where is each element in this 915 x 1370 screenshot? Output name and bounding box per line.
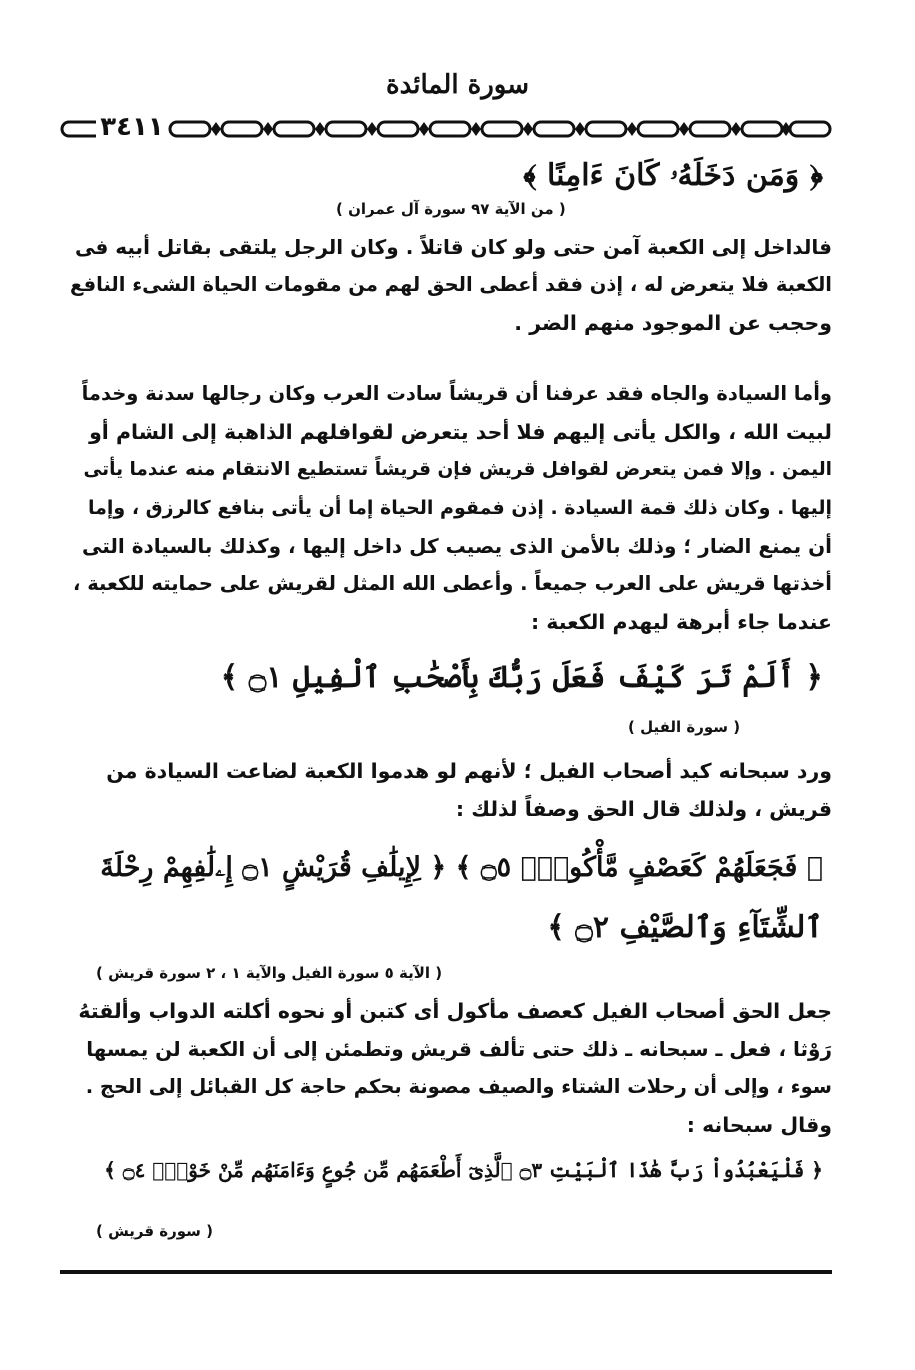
paragraph-3 [70,752,832,828]
text-line: وأما السيادة والجاه فقد عرفنا أن قريشاً سادت العرب وكان رجالها سدنة وخدماً [81,382,832,405]
text-line: سوء ، وإلى أن رحلات الشتاء والصيف مصونة بحكم حاجة كل القبائل إلى الحج . [85,1075,832,1098]
text-line: اليمن . وإلا فمن يتعرض لقوافل قريش فإن قريشاً تستطيع الانتقام منه عندما يأتى [83,459,832,480]
ornament-chain-icon [60,116,832,142]
text-line: لبيت الله ، والكل يأتى إليهم فلا أحد يتعرض لقوافلهم الذاهبة إلى الشام أو [89,420,832,444]
text-line: الكعبة فلا يتعرض له ، إذن فقد أعطى الحق لهم من مقومات الحياة الشىء النافع [70,273,832,296]
text-line: إليها . وكان ذلك قمة السيادة . إذن فمقوم الحياة إما أن يأتى بنافع كالرزق ، وإما [87,497,832,519]
footer-divider [60,1270,832,1274]
paragraph-2 [70,375,832,641]
verse-reference-1: ( من الآية ٩٧ سورة آل عمران ) [336,200,566,218]
text-line: أن يمنع الضار ؛ وذلك بالأمن الذى يصيب كل داخل إليها ، وكذلك بالسيادة التى [81,534,832,558]
quran-verse-2: ﴿ أَلَمْ تَرَ كَيْفَ فَعَلَ رَبُّكَ بِأَصْحَٰبِ ٱلْفِيلِ ۝١ ﴾ [220,660,823,695]
text-line: قريش ، ولذلك قال الحق وصفاً لذلك : [455,797,832,821]
text-line: رَوْثا ، فعل ـ سبحانه ـ ذلك حتى تألف قريش وتطمئن إلى أن الكعبة لن يمسها [86,1037,832,1061]
quran-verse-4: ﴿ فَلْيَعْبُدُواْ رَبَّ هَٰذَا ٱلْبَيْتِ ۝٣ ٱلَّذِىٓ أَطْعَمَهُم مِّن جُوعٍ وَءَامَنَهُم مِّنْ خَوْفٍۭ ۝٤ ﴾ [104,1158,823,1182]
text-line: وقال سبحانه : [686,1113,832,1137]
verse-reference-3: ( الآية ٥ سورة الفيل والآية ١ ، ٢ سورة قريش ) [96,964,443,982]
paragraph-1 [70,228,832,342]
quran-verse-3-line-1: ﴿ فَجَعَلَهُمْ كَعَصْفٍ مَّأْكُولٍۭ ۝٥ ﴾ ﴿ لِإِيلَٰفِ قُرَيْشٍ ۝١ إِۦلَٰفِهِمْ رِحْلَةَ [100,852,823,883]
text-line: ورد سبحانه كيد أصحاب الفيل ؛ لأنهم لو هدموا الكعبة لضاعت السيادة من [106,759,832,783]
verse-reference-2: ( سورة الفيل ) [628,718,741,736]
ornamental-header-band [60,116,832,142]
text-line: فالداخل إلى الكعبة آمن حتى ولو كان قاتلاً . وكان الرجل يلتقى بقاتل أبيه فى [74,235,832,259]
verse-reference-4: ( سورة قريش ) [96,1222,214,1240]
text-line: أخذتها قريش على العرب جميعاً . وأعطى الله المثل لقريش على حمايته للكعبة ، [73,572,832,595]
quran-verse-3-line-2: ٱلشِّتَآءِ وَٱلصَّيْفِ ۝٢ ﴾ [547,910,823,945]
text-line: جعل الحق أصحاب الفيل كعصف مأكول أى كتبن أو نحوه أكلته الدواب وألقتهُ [78,999,832,1023]
text-line: وحجب عن الموجود منهم الضر . [514,311,832,335]
paragraph-4 [70,992,832,1144]
quran-verse-1: ﴿ وَمَن دَخَلَهُۥ كَانَ ءَامِنًا ﴾ [523,158,823,193]
text-line: عندما جاء أبرهة ليهدم الكعبة : [530,610,832,634]
surah-title: سورة المائدة [385,70,530,100]
page-number: ٣٤١١ [96,112,168,142]
